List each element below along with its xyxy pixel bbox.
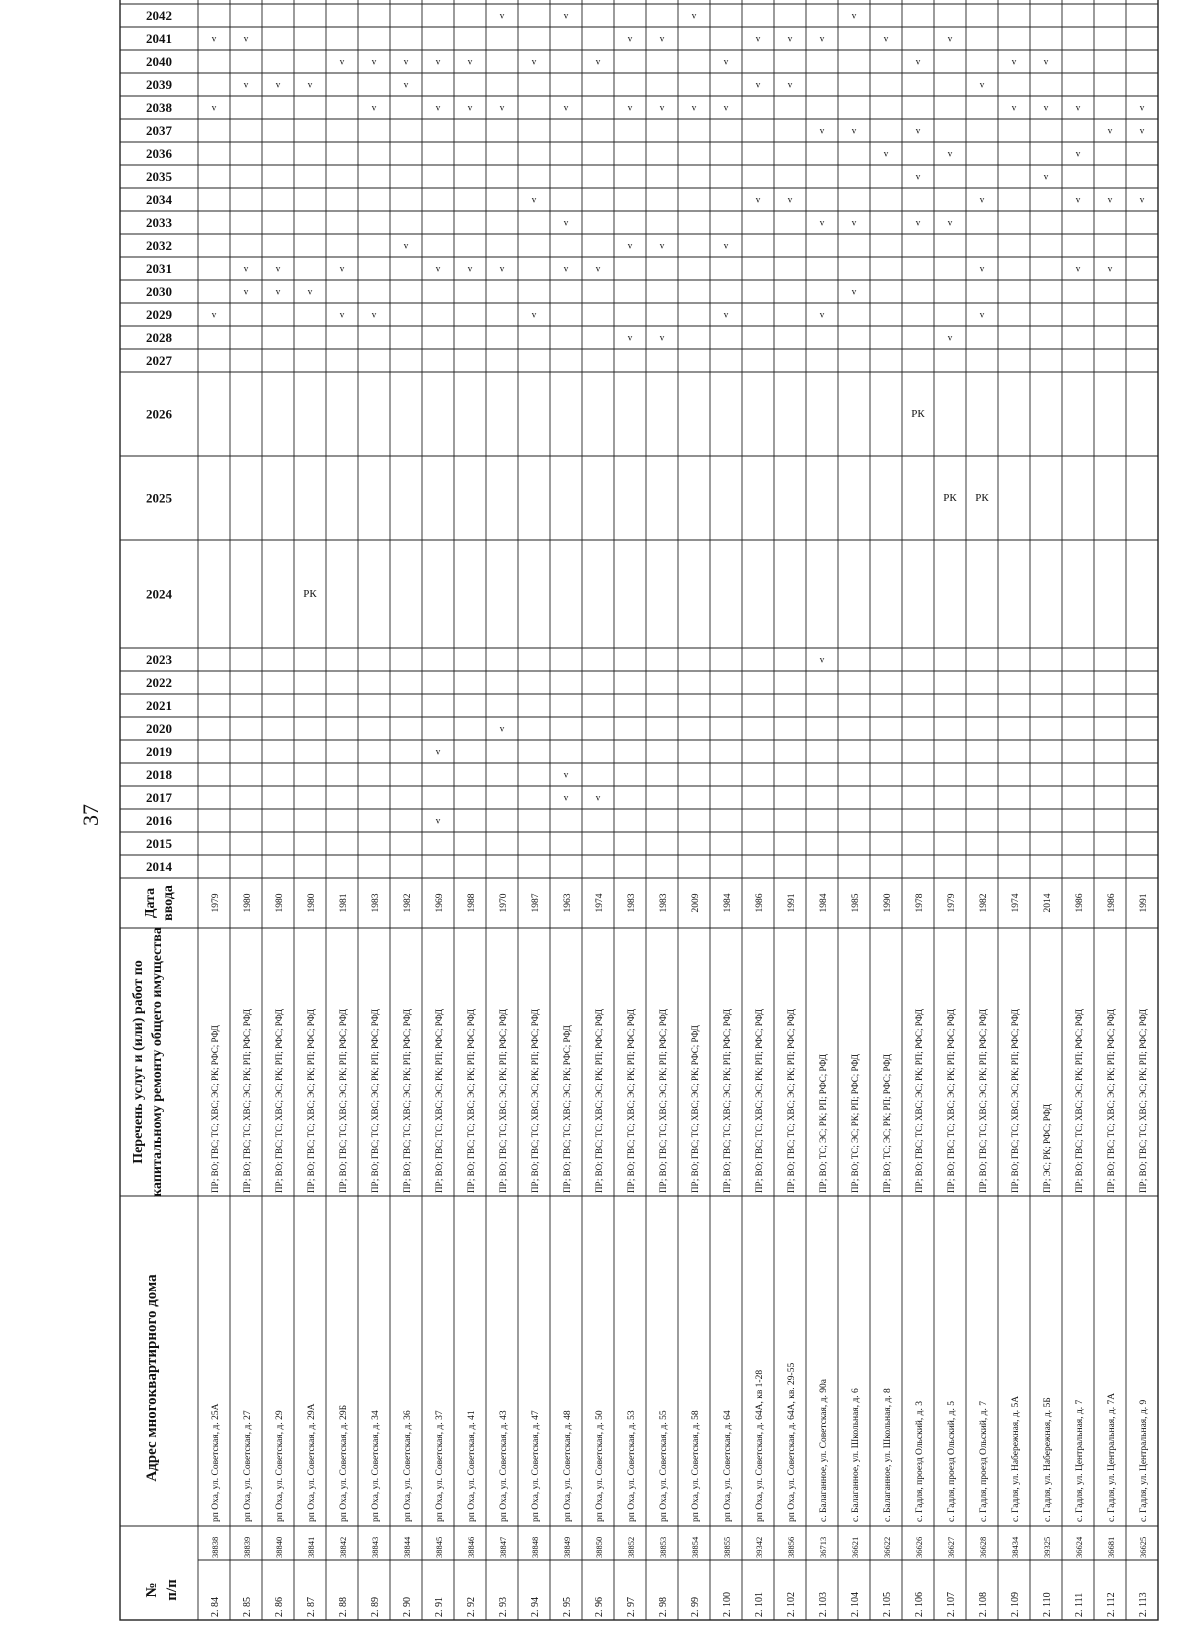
year-header-2014: 2014 bbox=[146, 859, 172, 874]
year-header-2015: 2015 bbox=[146, 836, 172, 851]
row-number: 2. 105 bbox=[882, 1592, 893, 1617]
schedule-mark: v bbox=[659, 240, 665, 251]
commission-year: 1963 bbox=[563, 893, 573, 913]
house-id: 39325 bbox=[1042, 1536, 1052, 1558]
year-header-2042: 2042 bbox=[146, 8, 172, 23]
house-address: рп Оха, ул. Советская, д. 43 bbox=[499, 1410, 509, 1522]
schedule-mark: v bbox=[627, 33, 633, 44]
schedule-mark: v bbox=[467, 263, 473, 274]
header-num: № bbox=[144, 1582, 160, 1598]
schedule-mark: v bbox=[595, 56, 601, 67]
services-list: ПР; ВО; ГВС; ТС; ХВС; ЭС; РК; РП; РФС; РФД bbox=[306, 1008, 316, 1193]
row-number: 2. 96 bbox=[594, 1597, 605, 1617]
commission-year: 1969 bbox=[435, 893, 445, 913]
schedule-mark: v bbox=[819, 654, 825, 665]
schedule-mark: v bbox=[1075, 194, 1081, 205]
schedule-mark: v bbox=[435, 815, 441, 826]
schedule-mark: v bbox=[435, 263, 441, 274]
row-number: 2. 109 bbox=[1010, 1592, 1021, 1617]
row-number: 2. 97 bbox=[626, 1597, 637, 1617]
row-number: 2. 90 bbox=[402, 1597, 413, 1617]
house-id: 38839 bbox=[242, 1536, 252, 1558]
year-header-2024: 2024 bbox=[146, 586, 172, 602]
row-number: 2. 86 bbox=[274, 1597, 285, 1617]
house-address: с. Гадля, проезд Ольский, д. 5 bbox=[947, 1401, 957, 1522]
year-header-2034: 2034 bbox=[146, 192, 172, 207]
schedule-mark: v bbox=[371, 56, 377, 67]
schedule-mark: v bbox=[435, 56, 441, 67]
row-number: 2. 95 bbox=[562, 1597, 573, 1617]
row-number: 2. 93 bbox=[498, 1597, 509, 1617]
schedule-mark: v bbox=[371, 309, 377, 320]
house-id: 36621 bbox=[850, 1536, 860, 1558]
house-address: рп Оха, ул. Советская, д. 29Б bbox=[339, 1404, 349, 1522]
schedule-mark: v bbox=[787, 33, 793, 44]
row-number: 2. 85 bbox=[242, 1597, 253, 1617]
schedule-mark: v bbox=[563, 10, 569, 21]
schedule-mark: v bbox=[243, 33, 249, 44]
house-address: рп Оха, ул. Советская, д. 50 bbox=[595, 1410, 605, 1522]
schedule-mark: v bbox=[755, 79, 761, 90]
services-list: ПР; ВО; ГВС; ТС; ХВС; ЭС; РК; РП; РФС; РФД bbox=[1074, 1008, 1084, 1193]
house-id: 36624 bbox=[1074, 1536, 1084, 1558]
house-address: с. Балаганное, ул. Школьная, д. 6 bbox=[851, 1388, 861, 1522]
commission-year: 1983 bbox=[371, 893, 381, 913]
house-id: 38847 bbox=[498, 1536, 508, 1558]
house-id: 38846 bbox=[466, 1536, 476, 1558]
commission-year: 1974 bbox=[595, 893, 605, 913]
year-header-2019: 2019 bbox=[146, 744, 172, 759]
schedule-mark: v bbox=[243, 263, 249, 274]
house-id: 38838 bbox=[210, 1536, 220, 1558]
schedule-mark: v bbox=[947, 332, 953, 343]
schedule-mark: v bbox=[595, 792, 601, 803]
year-header-2018: 2018 bbox=[146, 767, 172, 782]
commission-year: 1980 bbox=[243, 893, 253, 913]
services-list: ПР; ВО; ТС; ЭС; РК; РП; РФС; РФД bbox=[882, 1054, 892, 1193]
schedule-mark: v bbox=[851, 217, 857, 228]
schedule-mark: v bbox=[627, 332, 633, 343]
schedule-mark: v bbox=[339, 56, 345, 67]
commission-year: 1984 bbox=[723, 893, 733, 913]
services-list: ПР; ВО; ГВС; ТС; ХВС; ЭС; РК; РП; РФС; РФД bbox=[978, 1008, 988, 1193]
services-list: ПР; ВО; ГВС; ТС; ХВС; ЭС; РК; РП; РФС; РФД bbox=[658, 1008, 668, 1193]
year-header-2028: 2028 bbox=[146, 330, 172, 345]
commission-year: 1974 bbox=[1011, 893, 1021, 913]
house-address: рп Оха, ул. Советская, д. 25А bbox=[211, 1403, 221, 1522]
schedule-mark: v bbox=[979, 79, 985, 90]
schedule-mark: v bbox=[1043, 171, 1049, 182]
house-id: 38845 bbox=[434, 1536, 444, 1558]
row-number: 2. 106 bbox=[914, 1592, 925, 1617]
house-address: с. Гадля, ул. Центральная, д. 9 bbox=[1139, 1399, 1149, 1522]
row-number: 2. 110 bbox=[1042, 1592, 1053, 1617]
schedule-mark: v bbox=[819, 125, 825, 136]
house-address: с. Гадля, ул. Набережная, д. 5Б bbox=[1043, 1397, 1053, 1522]
house-id: 38852 bbox=[626, 1536, 636, 1558]
schedule-mark: v bbox=[1011, 56, 1017, 67]
schedule-mark: v bbox=[1139, 125, 1145, 136]
schedule-mark: v bbox=[1139, 194, 1145, 205]
schedule-mark: v bbox=[339, 263, 345, 274]
schedule-mark: v bbox=[883, 148, 889, 159]
schedule-mark: v bbox=[851, 286, 857, 297]
commission-year: 1982 bbox=[403, 893, 413, 913]
house-address: с. Гадля, ул. Центральная, д. 7А bbox=[1107, 1392, 1117, 1522]
services-list: ПР; ВО; ГВС; ТС; ХВС; ЭС; РК; РФС; РФД bbox=[562, 1025, 572, 1193]
services-list: ПР; ВО; ГВС; ТС; ХВС; ЭС; РК; РП; РФС; РФД bbox=[274, 1008, 284, 1193]
year-header-2020: 2020 bbox=[146, 721, 172, 736]
year-header-2033: 2033 bbox=[146, 215, 172, 230]
schedule-mark: v bbox=[1107, 263, 1113, 274]
house-id: 39342 bbox=[754, 1536, 764, 1558]
schedule-mark: v bbox=[1043, 102, 1049, 113]
row-number: 2. 91 bbox=[434, 1597, 445, 1617]
row-number: 2. 94 bbox=[530, 1597, 541, 1617]
house-address: рп Оха, ул. Советская, д. 27 bbox=[243, 1410, 253, 1522]
row-number: 2. 112 bbox=[1106, 1592, 1117, 1617]
schedule-mark: v bbox=[563, 263, 569, 274]
capital-repair-schedule-table bbox=[120, 8, 1178, 1620]
schedule-mark: v bbox=[915, 217, 921, 228]
row-number: 2. 84 bbox=[210, 1597, 221, 1617]
schedule-mark: v bbox=[211, 102, 217, 113]
house-id: 38849 bbox=[562, 1536, 572, 1558]
house-id: 38840 bbox=[274, 1536, 284, 1558]
schedule-mark: v bbox=[499, 10, 505, 21]
commission-year: 2014 bbox=[1043, 893, 1053, 913]
commission-year: 1980 bbox=[275, 893, 285, 913]
services-list: ПР; ВО; ГВС; ТС; ХВС; ЭС; РК; РП; РФС; РФД bbox=[754, 1008, 764, 1193]
house-address: с. Гадля, ул. Набережная, д. 5А bbox=[1011, 1395, 1021, 1522]
commission-year: 1979 bbox=[211, 893, 221, 913]
row-number: 2. 103 bbox=[818, 1592, 829, 1617]
house-address: с. Балаганное, ул. Школьная, д. 8 bbox=[883, 1388, 893, 1522]
services-list: ПР; ВО; ГВС; ТС; ХВС; ЭС; РК; РП; РФС; РФД bbox=[242, 1008, 252, 1193]
schedule-mark: v bbox=[723, 309, 729, 320]
schedule-mark: v bbox=[307, 286, 313, 297]
schedule-mark: v bbox=[371, 102, 377, 113]
schedule-mark: v bbox=[979, 194, 985, 205]
schedule-mark: v bbox=[723, 240, 729, 251]
services-list: ПР; ВО; ГВС; ТС; ХВС; ЭС; РК; РП; РФС; РФД bbox=[530, 1008, 540, 1193]
schedule-mark: v bbox=[755, 33, 761, 44]
row-number: 2. 101 bbox=[754, 1592, 765, 1617]
house-address: рп Оха, ул. Советская, д. 64А, кв 1-28 bbox=[755, 1369, 765, 1522]
house-id: 38844 bbox=[402, 1536, 412, 1558]
services-list: ПР; ВО; ГВС; ТС; ХВС; ЭС; РК; РП; РФС; РФД bbox=[722, 1008, 732, 1193]
schedule-mark: v bbox=[947, 148, 953, 159]
house-address: с. Гадля, проезд Ольский, д. 3 bbox=[915, 1401, 925, 1522]
schedule-mark: v bbox=[531, 56, 537, 67]
row-number: 2. 87 bbox=[306, 1597, 317, 1617]
commission-year: 1988 bbox=[467, 893, 477, 913]
house-address: с. Гадля, проезд Ольский, д. 7 bbox=[979, 1401, 989, 1522]
house-address: рп Оха, ул. Советская, д. 58 bbox=[691, 1410, 701, 1522]
schedule-mark: v bbox=[531, 309, 537, 320]
schedule-mark: v bbox=[819, 217, 825, 228]
commission-year: 1986 bbox=[755, 893, 765, 913]
schedule-mark: v bbox=[499, 263, 505, 274]
schedule-mark: v bbox=[1107, 194, 1113, 205]
house-id: 38853 bbox=[658, 1536, 668, 1558]
services-list: ПР; ВО; ГВС; ТС; ХВС; ЭС; РК; РП; РФС; РФД bbox=[1138, 1008, 1148, 1193]
schedule-mark: v bbox=[915, 56, 921, 67]
table-border bbox=[120, 0, 1158, 1620]
schedule-mark: v bbox=[403, 56, 409, 67]
commission-year: 1985 bbox=[851, 893, 861, 913]
schedule-mark: v bbox=[563, 769, 569, 780]
commission-year: 2009 bbox=[691, 893, 701, 913]
schedule-mark: v bbox=[723, 56, 729, 67]
schedule-mark: v bbox=[851, 10, 857, 21]
commission-year: 1984 bbox=[819, 893, 829, 913]
services-list: ПР; ВО; ГВС; ТС; ХВС; ЭС; РК; РП; РФС; РФД bbox=[338, 1008, 348, 1193]
schedule-mark: v bbox=[403, 79, 409, 90]
year-header-2023: 2023 bbox=[146, 652, 172, 667]
header-address: Адрес многоквартирного дома bbox=[144, 1274, 160, 1482]
header-date: Дата bbox=[143, 887, 158, 919]
header-services: капитальному ремонту общего имущества bbox=[150, 927, 165, 1197]
services-list: ПР; ЭС; РК; РФС; РФД bbox=[1042, 1103, 1052, 1193]
schedule-mark: v bbox=[435, 102, 441, 113]
schedule-mark: v bbox=[947, 217, 953, 228]
house-address: рп Оха, ул. Советская, д. 34 bbox=[371, 1410, 381, 1522]
house-id: 38841 bbox=[306, 1536, 316, 1558]
commission-year: 1990 bbox=[883, 893, 893, 913]
house-id: 36622 bbox=[882, 1536, 892, 1558]
house-address: рп Оха, ул. Советская, д. 64 bbox=[723, 1410, 733, 1522]
services-list: ПР; ВО; ГВС; ТС; ХВС; ЭС; РК; РП; РФС; РФД bbox=[594, 1008, 604, 1193]
services-list: ПР; ВО; ГВС; ТС; ХВС; ЭС; РК; РП; РФС; РФД bbox=[498, 1008, 508, 1193]
house-address: рп Оха, ул. Советская, д. 64А, кв. 29-55 bbox=[787, 1362, 797, 1522]
services-list: ПР; ВО; ГВС; ТС; ХВС; ЭС; РК; РФС; РФД bbox=[210, 1025, 220, 1193]
services-list: ПР; ВО; ТС; ЭС; РК; РП; РФС; РФД bbox=[818, 1054, 828, 1193]
house-id: 36681 bbox=[1106, 1536, 1116, 1558]
schedule-mark: v bbox=[979, 263, 985, 274]
commission-year: 1991 bbox=[787, 893, 797, 913]
row-number: 2. 108 bbox=[978, 1592, 989, 1617]
roof-repair-mark: РК bbox=[975, 492, 989, 504]
services-list: ПР; ВО; ГВС; ТС; ХВС; ЭС; РК; РП; РФС; РФД bbox=[626, 1008, 636, 1193]
schedule-mark: v bbox=[1075, 148, 1081, 159]
services-list: ПР; ВО; ГВС; ТС; ХВС; ЭС; РК; РП; РФС; РФД bbox=[434, 1008, 444, 1193]
header-date: ввода bbox=[161, 885, 176, 921]
schedule-mark: v bbox=[403, 240, 409, 251]
services-list: ПР; ВО; ГВС; ТС; ХВС; ЭС; РК; РП; РФС; РФД bbox=[466, 1008, 476, 1193]
house-id: 38848 bbox=[530, 1536, 540, 1558]
commission-year: 1979 bbox=[947, 893, 957, 913]
row-number: 2. 92 bbox=[466, 1597, 477, 1617]
schedule-mark: v bbox=[979, 309, 985, 320]
house-id: 38842 bbox=[338, 1536, 348, 1558]
row-number: 2. 88 bbox=[338, 1597, 349, 1617]
house-address: рп Оха, ул. Советская, д. 41 bbox=[467, 1410, 477, 1522]
commission-year: 1986 bbox=[1107, 893, 1117, 913]
house-id: 38854 bbox=[690, 1536, 700, 1558]
schedule-mark: v bbox=[659, 332, 665, 343]
year-header-2035: 2035 bbox=[146, 169, 172, 184]
schedule-mark: v bbox=[339, 309, 345, 320]
year-header-2039: 2039 bbox=[146, 77, 172, 92]
schedule-mark: v bbox=[755, 194, 761, 205]
row-number: 2. 89 bbox=[370, 1597, 381, 1617]
year-header-2041: 2041 bbox=[146, 31, 172, 46]
house-address: рп Оха, ул. Советская, д. 55 bbox=[659, 1410, 669, 1522]
schedule-mark: v bbox=[435, 746, 441, 757]
header-num: п/п bbox=[164, 1579, 180, 1601]
house-address: рп Оха, ул. Советская, д. 36 bbox=[403, 1410, 413, 1522]
schedule-mark: v bbox=[1107, 125, 1113, 136]
schedule-mark: v bbox=[1075, 102, 1081, 113]
house-address: с. Балаганное, ул. Советская, д. 90а bbox=[819, 1379, 829, 1522]
schedule-mark: v bbox=[883, 33, 889, 44]
schedule-mark: v bbox=[691, 102, 697, 113]
schedule-mark: v bbox=[307, 79, 313, 90]
house-address: рп Оха, ул. Советская, д. 29А bbox=[307, 1403, 317, 1522]
schedule-mark: v bbox=[787, 194, 793, 205]
schedule-mark: v bbox=[467, 56, 473, 67]
year-header-2040: 2040 bbox=[146, 54, 172, 69]
commission-year: 1987 bbox=[531, 893, 541, 913]
year-header-2027: 2027 bbox=[146, 353, 172, 368]
house-id: 36626 bbox=[914, 1536, 924, 1558]
year-header-2032: 2032 bbox=[146, 238, 172, 253]
services-list: ПР; ВО; ГВС; ТС; ХВС; ЭС; РК; РП; РФС; РФД bbox=[402, 1008, 412, 1193]
services-list: ПР; ВО; ГВС; ТС; ХВС; ЭС; РК; РП; РФС; РФД bbox=[370, 1008, 380, 1193]
services-list: ПР; ВО; ГВС; ТС; ХВС; ЭС; РК; РП; РФС; РФД bbox=[946, 1008, 956, 1193]
schedule-mark: v bbox=[659, 102, 665, 113]
house-address: рп Оха, ул. Советская, д. 53 bbox=[627, 1410, 637, 1522]
house-id: 36625 bbox=[1138, 1536, 1148, 1558]
year-header-2016: 2016 bbox=[146, 813, 172, 828]
schedule-mark: v bbox=[723, 102, 729, 113]
services-list: ПР; ВО; ГВС; ТС; ХВС; ЭС; РК; РФС; РФД bbox=[690, 1025, 700, 1193]
house-id: 36628 bbox=[978, 1536, 988, 1558]
year-header-2026: 2026 bbox=[146, 406, 172, 422]
house-id: 36627 bbox=[946, 1536, 956, 1558]
services-list: ПР; ВО; ГВС; ТС; ХВС; ЭС; РК; РП; РФС; РФД bbox=[914, 1008, 924, 1193]
schedule-mark: v bbox=[627, 240, 633, 251]
year-header-2021: 2021 bbox=[146, 698, 172, 713]
schedule-mark: v bbox=[1043, 56, 1049, 67]
schedule-mark: v bbox=[819, 309, 825, 320]
schedule-mark: v bbox=[819, 33, 825, 44]
page-number: 37 bbox=[78, 804, 103, 826]
schedule-mark: v bbox=[211, 33, 217, 44]
house-address: рп Оха, ул. Советская, д. 29 bbox=[275, 1410, 285, 1522]
commission-year: 1983 bbox=[627, 893, 637, 913]
year-header-2030: 2030 bbox=[146, 284, 172, 299]
schedule-mark: v bbox=[275, 286, 281, 297]
year-header-2029: 2029 bbox=[146, 307, 172, 322]
house-id: 38855 bbox=[722, 1536, 732, 1558]
schedule-mark: v bbox=[563, 102, 569, 113]
roof-repair-mark: РК bbox=[303, 588, 317, 600]
commission-year: 1983 bbox=[659, 893, 669, 913]
schedule-mark: v bbox=[499, 723, 505, 734]
services-list: ПР; ВО; ГВС; ТС; ХВС; ЭС; РК; РП; РФС; РФД bbox=[786, 1008, 796, 1193]
commission-year: 1978 bbox=[915, 893, 925, 913]
schedule-mark: v bbox=[499, 102, 505, 113]
house-address: рп Оха, ул. Советская, д. 48 bbox=[563, 1410, 573, 1522]
schedule-mark: v bbox=[691, 10, 697, 21]
schedule-mark: v bbox=[947, 33, 953, 44]
services-list: ПР; ВО; ГВС; ТС; ХВС; ЭС; РК; РП; РФС; РФД bbox=[1010, 1008, 1020, 1193]
house-id: 36713 bbox=[818, 1536, 828, 1558]
schedule-mark: v bbox=[275, 79, 281, 90]
schedule-mark: v bbox=[851, 125, 857, 136]
schedule-mark: v bbox=[1139, 102, 1145, 113]
commission-year: 1980 bbox=[307, 893, 317, 913]
schedule-mark: v bbox=[211, 309, 217, 320]
schedule-mark: v bbox=[275, 263, 281, 274]
schedule-mark: v bbox=[1075, 263, 1081, 274]
year-header-2022: 2022 bbox=[146, 675, 172, 690]
year-header-2038: 2038 bbox=[146, 100, 172, 115]
roof-repair-mark: РК bbox=[911, 408, 925, 420]
commission-year: 1981 bbox=[339, 893, 349, 913]
house-address: рп Оха, ул. Советская, д. 37 bbox=[435, 1410, 445, 1522]
commission-year: 1982 bbox=[979, 893, 989, 913]
year-header-2037: 2037 bbox=[146, 123, 172, 138]
year-header-2017: 2017 bbox=[146, 790, 172, 805]
row-number: 2. 113 bbox=[1138, 1592, 1149, 1617]
schedule-mark: v bbox=[595, 263, 601, 274]
year-header-2025: 2025 bbox=[146, 490, 172, 506]
row-number: 2. 98 bbox=[658, 1597, 669, 1617]
house-id: 38850 bbox=[594, 1536, 604, 1558]
year-header-2031: 2031 bbox=[146, 261, 172, 276]
schedule-mark: v bbox=[531, 194, 537, 205]
schedule-mark: v bbox=[627, 102, 633, 113]
commission-year: 1986 bbox=[1075, 893, 1085, 913]
header-services: Перечень услуг и (или) работ по bbox=[131, 960, 146, 1164]
schedule-mark: v bbox=[243, 79, 249, 90]
schedule-mark: v bbox=[563, 217, 569, 228]
row-number: 2. 99 bbox=[690, 1597, 701, 1617]
house-id: 38856 bbox=[786, 1536, 796, 1558]
schedule-mark: v bbox=[915, 171, 921, 182]
commission-year: 1991 bbox=[1139, 893, 1149, 913]
schedule-mark: v bbox=[1011, 102, 1017, 113]
schedule-mark: v bbox=[659, 33, 665, 44]
row-number: 2. 111 bbox=[1074, 1592, 1085, 1617]
house-address: рп Оха, ул. Советская, д. 47 bbox=[531, 1410, 541, 1522]
schedule-mark: v bbox=[467, 102, 473, 113]
row-number: 2. 107 bbox=[946, 1592, 957, 1617]
row-number: 2. 104 bbox=[850, 1592, 861, 1617]
schedule-mark: v bbox=[243, 286, 249, 297]
row-number: 2. 100 bbox=[722, 1592, 733, 1617]
schedule-mark: v bbox=[915, 125, 921, 136]
schedule-mark: v bbox=[787, 79, 793, 90]
row-number: 2. 102 bbox=[786, 1592, 797, 1617]
services-list: ПР; ВО; ГВС; ТС; ХВС; ЭС; РК; РП; РФС; РФД bbox=[1106, 1008, 1116, 1193]
commission-year: 1970 bbox=[499, 893, 509, 913]
house-id: 38843 bbox=[370, 1536, 380, 1558]
house-address: с. Гадля, ул. Центральная, д. 7 bbox=[1075, 1399, 1085, 1522]
schedule-mark: v bbox=[563, 792, 569, 803]
year-header-2036: 2036 bbox=[146, 146, 172, 161]
roof-repair-mark: РК bbox=[943, 492, 957, 504]
services-list: ПР; ВО; ТС; ЭС; РК; РП; РФС; РФД bbox=[850, 1054, 860, 1193]
house-id: 38434 bbox=[1010, 1536, 1020, 1558]
